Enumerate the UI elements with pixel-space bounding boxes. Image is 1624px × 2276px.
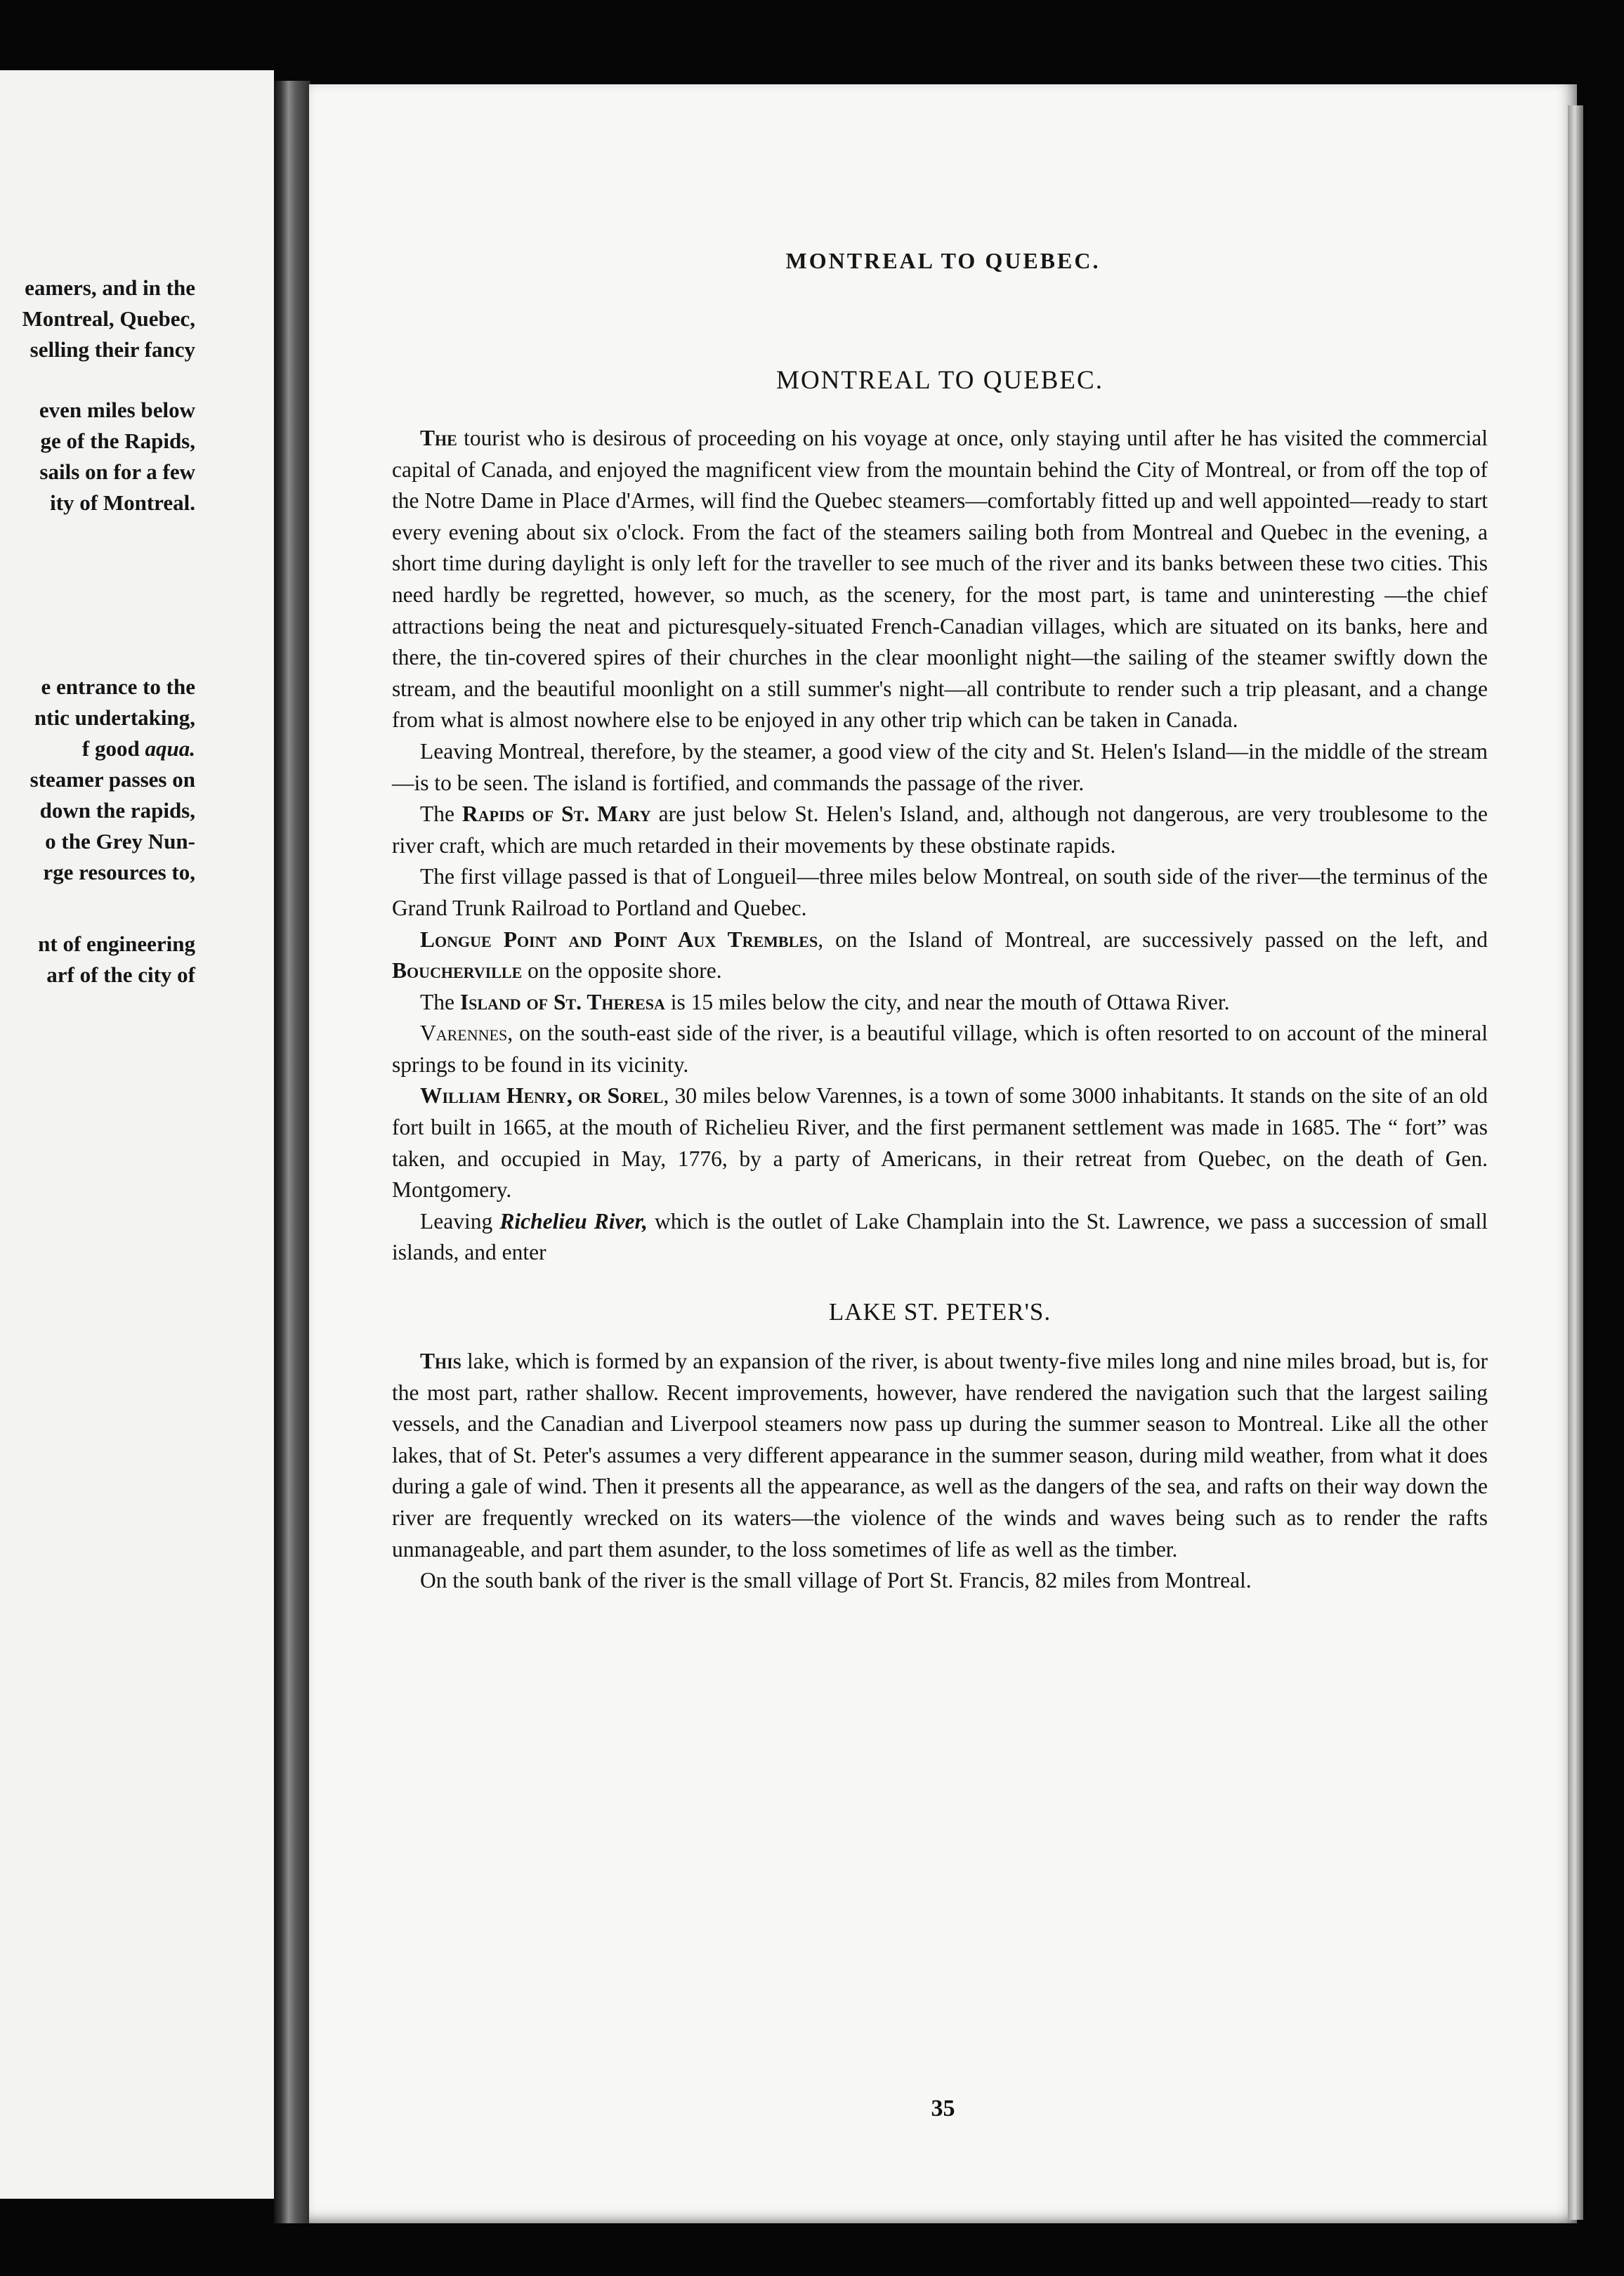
left-line: down the rapids, — [39, 798, 195, 823]
left-line: arf of the city of — [46, 962, 195, 987]
page-number: 35 — [931, 2095, 955, 2121]
lead-phrase: Island of St. Theresa — [459, 989, 665, 1014]
section-title: LAKE ST. PETER'S. — [828, 1298, 1052, 1326]
chapter-title: MONTREAL TO QUEBEC. — [776, 366, 1104, 395]
paragraph-text: The — [420, 802, 462, 827]
paragraph: On the south bank of the river is the small village of Port St. Francis, 82 miles from Montreal. — [420, 1568, 1252, 1593]
left-text-block-1 — [0, 273, 195, 365]
left-line: ntic undertaking, — [34, 705, 195, 730]
paragraph: The first village passed is that of Longueil—three miles below Montreal, on south side of the river—the terminus of the Grand Trunk Railroad to Portland and Quebec. — [392, 864, 1488, 920]
paragraph-text: on the opposite shore. — [522, 958, 722, 983]
paragraph — [392, 423, 1488, 736]
paragraph — [392, 1206, 1488, 1269]
left-text-block-2 — [0, 395, 195, 518]
left-line: sails on for a few — [39, 459, 195, 484]
book-gutter — [274, 81, 310, 2223]
paragraph-text: , on the Island of Montreal, are successively passed on the left, and — [818, 927, 1488, 952]
left-text-block-4 — [0, 929, 195, 990]
left-line: eamers, and in the — [25, 275, 195, 300]
left-line: rge resources to, — [43, 860, 195, 884]
paragraph — [392, 1346, 1488, 1565]
paragraph-text: lake, which is formed by an expansion of the river, is about twenty-five miles long and nine miles broad, but is, for the most part, rather shallow. Recent improvements, however, have rendered the navigation such that the largest sailing vessels, and the Canadian and Liverpool steamers now pass up during the summer season to Montreal. Like all the other lakes, that of St. Peter's assumes a very different appearance in the summer season, during mild weather, from what it does during a gale of wind. Then it presents all the appearance, as well as the dangers of the sea, and rafts on their way down the river are frequently wrecked on its waters—the violence of the winds and waves being such as to render the rafts unmanageable, and part them asunder, to the loss sometimes of life as well as the timber. — [392, 1349, 1488, 1562]
left-line: nt of engineering — [38, 931, 195, 956]
paragraph: Leaving Montreal, therefore, by the steamer, a good view of the city and St. Helen's Island—in the middle of the stream—is to be seen. The island is fortified, and commands the passage of the river. — [392, 738, 1488, 795]
paragraph — [392, 924, 1488, 987]
running-head: MONTREAL TO QUEBEC. — [785, 248, 1101, 273]
lead-phrase: William Henry, or Sorel — [420, 1083, 664, 1108]
paragraph-text: which is the outlet of Lake Champlain into the St. Lawrence, we pass a succession of small islands, and enter — [392, 1208, 1488, 1265]
left-text-block-3 — [0, 672, 195, 888]
previous-page-fragment — [0, 70, 274, 2199]
paragraph-text: The — [420, 989, 460, 1014]
left-line: even miles below — [39, 398, 195, 422]
paragraph-text: is 15 miles below the city, and near the mouth of Ottawa River. — [664, 989, 1230, 1014]
page-edge — [1568, 105, 1583, 2220]
paragraph — [392, 799, 1488, 861]
paragraph-text: tourist who is desirous of proceeding on his voyage at once, only staying until after he has visited the commercial capital of Canada, and enjoyed the magnificent view from the mountain behind the City of Montreal, or from off the top of the Notre Dame in Place d'Armes, will find the Quebec steamers—comfortably fitted up and well appointed—ready to start every evening about six o'clock. From the fact of the steamers sailing both from Montreal and Quebec in the evening, a short time during daylight is only left for the traveller to see much of the river and its banks between these two cities. This need hardly be regretted, however, so much, as the scenery, for the most part, is tame and uninteresting —the chief attractions being the neat and picturesquely-situated French-Canadian villages, which are situated on its banks, here and there, the tin-covered spires of their churches in the clear moonlight night—the sailing of the steamer swiftly down the stream, and the beautiful moonlight on a still summer's night—all contribute to render such a trip pleasant, and a change from what is almost nowhere else to be enjoyed in any other trip which can be taken in Canada. — [392, 426, 1488, 733]
paragraph — [392, 1080, 1488, 1205]
lead-phrase: Longue Point and Point Aux Trembles — [420, 927, 818, 952]
body-text — [392, 365, 1488, 1597]
left-line: selling their fancy — [30, 337, 195, 362]
left-line: ity of Montreal. — [50, 490, 195, 515]
lead-phrase: Rapids of St. Mary — [461, 802, 651, 827]
left-line — [0, 733, 195, 764]
main-page — [309, 84, 1577, 2223]
paragraph-text: are just below St. Helen's Island, and, although not dangerous, are very troublesome to the river craft, which are much retarded in their movements by these obstinate rapids. — [392, 802, 1488, 858]
paragraph-text: Leaving — [420, 1208, 500, 1234]
paragraph — [392, 987, 1488, 1019]
paragraph-text: , on the south-east side of the river, is a beautiful village, which is often resorted to on account of the mineral springs to be found in its vicinity. — [392, 1021, 1488, 1077]
lead-word: This — [420, 1349, 461, 1374]
paragraph-text: , 30 miles below Varennes, is a town of some 3000 inhabitants. It stands on the site of an old fort built in 1665, at the mouth of Richelieu River, and the first permanent settlement was made in 1685. The “ fort” was taken, and occupied in May, 1776, by a party of Americans, in their retreat from Quebec, on the death of Gen. Montgomery. — [392, 1083, 1488, 1203]
lead-word: The — [420, 426, 457, 450]
left-line: steamer passes on — [30, 767, 195, 792]
lead-phrase: Boucherville — [392, 958, 523, 983]
lead-phrase: Varennes — [420, 1021, 508, 1046]
paragraph — [392, 1018, 1488, 1080]
left-fragment: f good — [81, 736, 145, 761]
left-line: ge of the Rapids, — [40, 429, 195, 453]
italic-phrase: Richelieu River, — [499, 1208, 648, 1234]
left-line: Montreal, Quebec, — [22, 306, 195, 331]
left-line: e entrance to the — [41, 674, 195, 699]
left-line: o the Grey Nun- — [45, 829, 195, 854]
left-italic-word: aqua. — [145, 736, 195, 761]
